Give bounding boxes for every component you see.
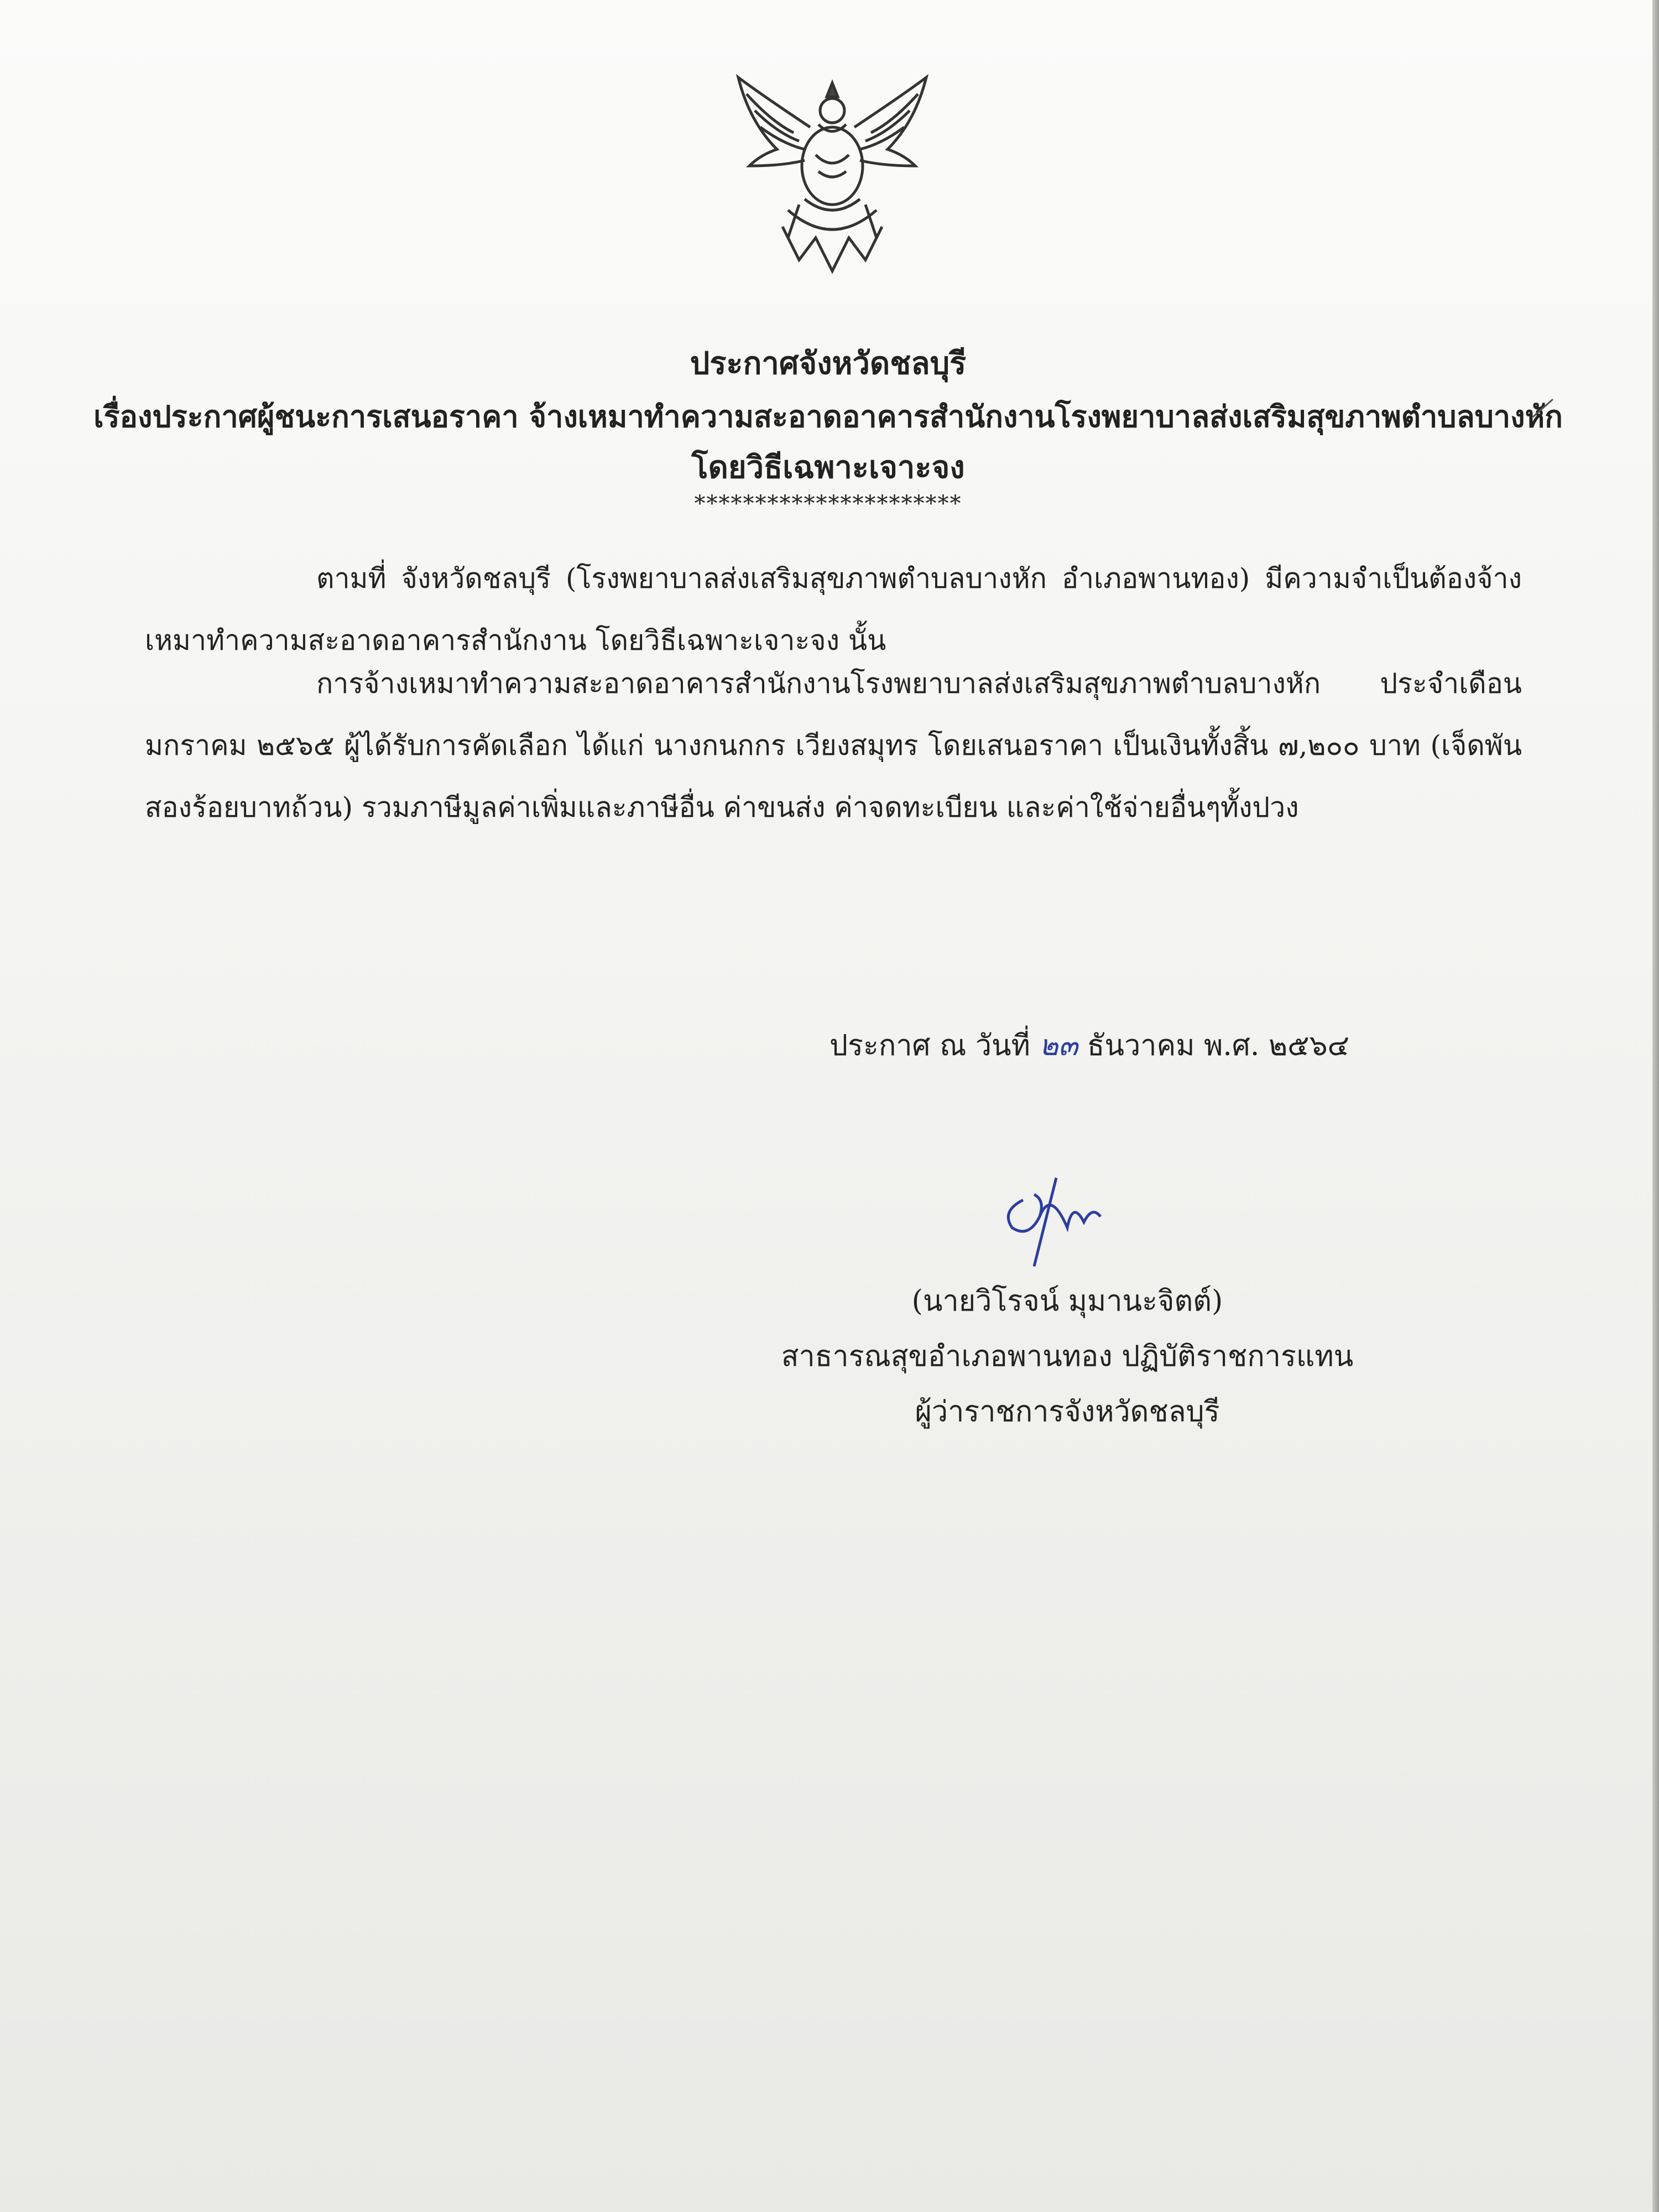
date-prefix: ประกาศ ณ วันที่: [830, 1029, 1030, 1062]
signatory-name: (นายวิโรจน์ มุมานะจิตต์): [911, 1285, 1223, 1318]
garuda-emblem-icon: [727, 72, 937, 282]
signature-icon: [990, 1167, 1117, 1272]
date-day: ๒๓: [1039, 1029, 1078, 1062]
signatory-position: สาธารณสุขอำเภอพานทอง ปฏิบัติราชการแทน: [781, 1340, 1354, 1373]
announcement-subject: เรื่องประกาศผู้ชนะการเสนอราคา จ้างเหมาทำความสะอาดอาคารสำนักงานโรงพยาบาลส่งเสริมสุขภาพตำบลบางหัก: [93, 399, 1563, 434]
date-month: ธันวาคม: [1087, 1029, 1195, 1062]
procurement-method: โดยวิธีเฉพาะเจาะจง: [691, 449, 965, 486]
body-paragraph-1: ตามที่ จังหวัดชลบุรี (โรงพยาบาลส่งเสริมสุขภาพตำบลบางหัก อำเภอพานทอง) มีความจำเป็นต้องจ้างเหมาทำความสะอาดอาคารสำนักงาน โดยวิธีเฉพาะเจาะจง นั้น: [145, 562, 1522, 656]
separator-line: **********************: [694, 491, 962, 517]
body-paragraph-2: การจ้างเหมาทำความสะอาดอาคารสำนักงานโรงพยาบาลส่งเสริมสุขภาพตำบลบางหัก ประจำเดือนมกราคม ๒๕๖๕ ผู้ได้รับการคัดเลือก ได้แก่ นางกนกกร เวียงสมุทร โดยเสนอราคา เป็นเงินทั้งสิ้น ๗,๒๐๐ บาท (เจ็ดพันสองร้อยบาทถ้วน) รวมภาษีมูลค่าเพิ่มและภาษีอื่น ค่าขนส่ง ค่าจดทะเบียน และค่าใช้จ่ายอื่นๆทั้งปวง: [145, 667, 1522, 823]
date-era: พ.ศ.: [1204, 1029, 1260, 1062]
page-edge: [1652, 0, 1659, 2212]
pen-tick-mark: [1532, 397, 1554, 419]
announcement-date: [830, 1022, 1349, 1068]
signatory-role: ผู้ว่าราชการจังหวัดชลบุรี: [915, 1395, 1220, 1428]
date-year: ๒๕๖๔: [1268, 1029, 1349, 1062]
announcement-title: ประกาศจังหวัดชลบุรี: [690, 345, 967, 382]
